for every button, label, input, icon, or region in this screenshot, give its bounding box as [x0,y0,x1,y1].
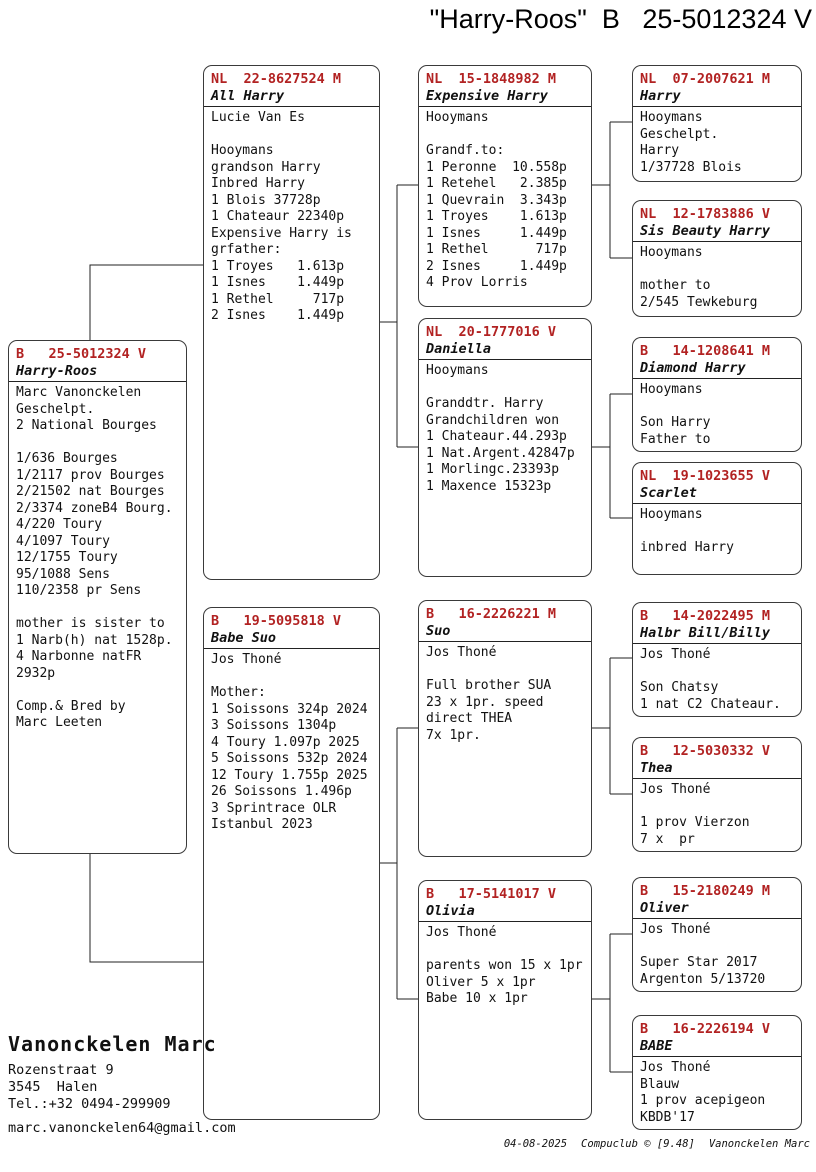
pigeon-details: Hooymans Son Harry Father to [640,382,711,447]
owner-name: Vanonckelen Marc [8,1032,217,1056]
pedigree-box-greatgrandparent-7 [632,877,802,992]
ring-number: B 14-1208641 M [640,343,771,359]
pigeon-name: Olivia [419,902,591,922]
pigeon-name: Oliver [633,899,801,919]
ring-number: NL 15-1848982 M [426,71,557,87]
ring-number: B 16-2226194 V [640,1021,771,1037]
pedigree-box-grandsire-maternal [418,600,592,857]
pigeon-details: Hooymans Grandf.to: 1 Peronne 10.558p 1 Retehel 2.385p 1 Quevrain 3.343p 1 Troyes 1.613p 1 Isnes 1.449p 1 Rethel 717p 2 Isnes 1.449p 4 Prov Lorris [426,110,567,290]
ring-number: B 19-5095818 V [211,613,342,629]
pigeon-details: Hooymans Granddtr. Harry Grandchildren won 1 Chateaur.44.293p 1 Nat.Argent.42847p 1 Morlingc.23393p 1 Maxence 15323p [426,363,575,494]
pedigree-box-grandsire-paternal [418,65,592,307]
ring-number: B 12-5030332 V [640,743,771,759]
pigeon-details: Lucie Van Es Hooymans grandson Harry Inbred Harry 1 Blois 37728p 1 Chateaur 22340p Expensive Harry is grfather: 1 Troyes 1.613p 1 Isnes 1.449p 1 Rethel 717p 2 Isnes 1.449p [211,110,352,323]
pigeon-name: Scarlet [633,484,801,504]
pigeon-details: Jos Thoné Blauw 1 prov acepigeon KBDB'17 [640,1060,766,1125]
pigeon-name: Thea [633,759,801,779]
pedigree-box-granddam-maternal [418,880,592,1120]
pedigree-box-granddam-paternal [418,318,592,577]
pigeon-details: Jos Thoné 1 prov Vierzon 7 x pr [640,782,750,847]
pigeon-name: Expensive Harry [419,87,591,107]
ring-number: B 17-5141017 V [426,886,557,902]
ring-number: B 25-5012324 V [16,346,147,362]
ring-number: B 15-2180249 M [640,883,771,899]
pedigree-box-dam [203,607,380,1120]
pigeon-name: Harry [633,87,801,107]
ring-number: NL 07-2007621 M [640,71,771,87]
pedigree-box-greatgrandparent-1 [632,65,802,182]
owner-block [8,1032,217,1113]
pigeon-name: Harry-Roos [9,362,186,382]
pigeon-details: Hooymans Geschelpt. Harry 1/37728 Blois [640,110,742,175]
pedigree-box-greatgrandparent-2 [632,200,802,317]
footer-compiler: Vanonckelen Marc [708,1138,810,1150]
pedigree-box-greatgrandparent-6 [632,737,802,852]
owner-email: marc.vanonckelen64@gmail.com [8,1120,236,1136]
pigeon-name: BABE [633,1037,801,1057]
footer [490,1138,810,1150]
pigeon-details: Jos Thoné parents won 15 x 1pr Oliver 5 x 1pr Babe 10 x 1pr [426,925,583,1006]
pigeon-details: Jos Thoné Full brother SUA 23 x 1pr. speed direct THEA 7x 1pr. [426,645,552,743]
pedigree-box-greatgrandparent-8 [632,1015,802,1130]
ring-number: B 14-2022495 M [640,608,771,624]
pedigree-box-sire [203,65,380,580]
ring-number: NL 22-8627524 M [211,71,342,87]
ring-number: NL 20-1777016 V [426,324,557,340]
pigeon-name: Babe Suo [204,629,379,649]
pigeon-name: Daniella [419,340,591,360]
footer-date: 04-08-2025 [503,1138,568,1150]
page-title: "Harry-Roos" B 25-5012324 V [429,4,812,34]
owner-address: Rozenstraat 9 3545 Halen Tel.:+32 0494-299909 [8,1062,171,1112]
pigeon-name: Suo [419,622,591,642]
pigeon-name: Halbr Bill/Billy [633,624,801,644]
ring-number: NL 12-1783886 V [640,206,771,222]
pedigree-box-greatgrandparent-4 [632,462,802,575]
pigeon-name: Sis Beauty Harry [633,222,801,242]
pigeon-name: All Harry [204,87,379,107]
pigeon-details: Jos Thoné Super Star 2017 Argenton 5/13720 [640,922,766,987]
pigeon-details: Marc Vanonckelen Geschelpt. 2 National Bourges 1/636 Bourges 1/2117 prov Bourges 2/21502 nat Bourges 2/3374 zoneB4 Bourg. 4/220 Toury 4/1097 Toury 12/1755 Toury 95/1088 Sens 110/2358 pr Sens mother is sister to 1 Narb(h) nat 1528p. 4 Narbonne natFR 2932p Comp.& Bred by Marc Leeten [16,385,173,730]
pigeon-details: Hooymans inbred Harry [640,507,734,555]
footer-software: Compuclub © [9.48] [581,1138,695,1150]
pigeon-name: Diamond Harry [633,359,801,379]
pedigree-box-greatgrandparent-3 [632,337,802,452]
pigeon-details: Hooymans mother to 2/545 Tewkeburg [640,245,758,310]
pedigree-box-subject [8,340,187,854]
ring-number: B 16-2226221 M [426,606,557,622]
pigeon-details: Jos Thoné Mother: 1 Soissons 324p 2024 3 Soissons 1304p 4 Toury 1.097p 2025 5 Soissons 532p 2024 12 Toury 1.755p 2025 26 Soissons 1.496p 3 Sprintrace OLR Istanbul 2023 [211,652,368,832]
ring-number: NL 19-1023655 V [640,468,771,484]
pedigree-box-greatgrandparent-5 [632,602,802,717]
pigeon-details: Jos Thoné Son Chatsy 1 nat C2 Chateaur. [640,647,781,712]
